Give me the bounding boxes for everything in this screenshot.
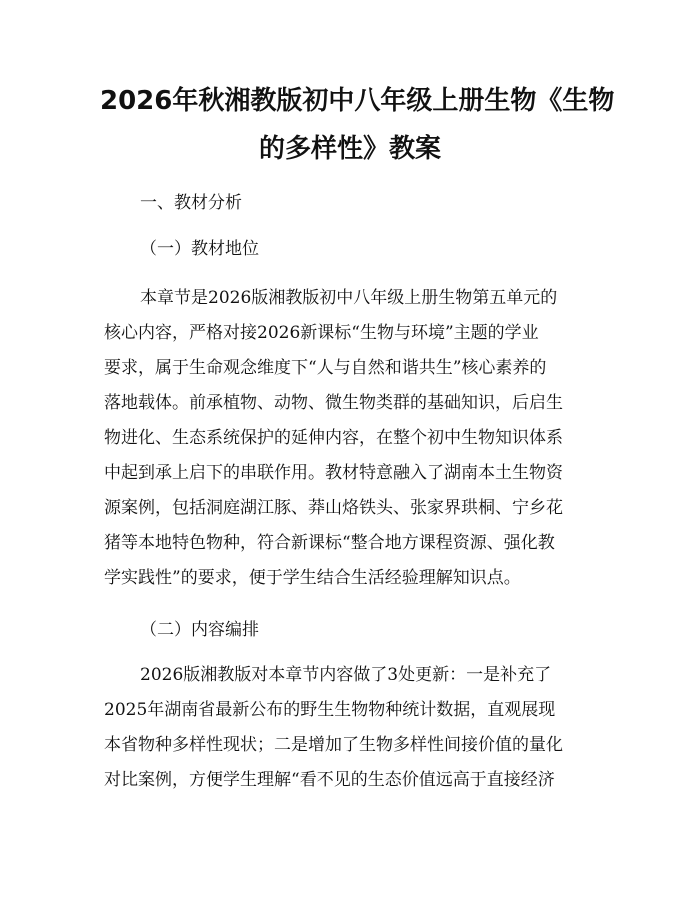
paragraph-line: 本省物种多样性现状；二是增加了生物多样性间接价值的量化 xyxy=(104,735,563,755)
paragraph-line: 学实践性”的要求，便于学生结合生活经验理解知识点。 xyxy=(104,568,521,588)
paragraph-line: 核心内容，严格对接2026新课标“生物与环境”主题的学业 xyxy=(104,323,539,343)
subsection-heading-textbook-position: （一）教材地位 xyxy=(140,239,259,259)
paragraph-line: 落地载体。前承植物、动物、微生物类群的基础知识，后启生 xyxy=(104,393,563,413)
paragraph-line: 2026版湘教版对本章节内容做了3处更新：一是补充了 xyxy=(140,665,552,685)
paragraph-line: 中起到承上启下的串联作用。教材特意融入了湖南本土生物资 xyxy=(104,463,563,483)
section-heading-textbook-analysis: 一、教材分析 xyxy=(140,193,242,213)
paragraph-line: 源案例，包括洞庭湖江豚、莽山烙铁头、张家界珙桐、宁乡花 xyxy=(104,498,563,518)
subsection-heading-content-arrangement: （二）内容编排 xyxy=(140,620,259,640)
paragraph-line: 要求，属于生命观念维度下“人与自然和谐共生”核心素养的 xyxy=(104,358,547,378)
paragraph-line: 猪等本地特色物种，符合新课标“整合地方课程资源、强化教 xyxy=(104,533,555,553)
paragraph-line: 2025年湖南省最新公布的野生生物物种统计数据，直观展现 xyxy=(104,700,556,720)
document-title-line-2: 的多样性》教案 xyxy=(258,134,441,164)
document-title-line-1: 2026年秋湘教版初中八年级上册生物《生物 xyxy=(100,86,615,116)
paragraph-line: 本章节是2026版湘教版初中八年级上册生物第五单元的 xyxy=(140,288,558,308)
paragraph-line: 对比案例，方便学生理解“看不见的生态价值远高于直接经济 xyxy=(104,770,555,790)
paragraph-line: 物进化、生态系统保护的延伸内容，在整个初中生物知识体系 xyxy=(104,428,563,448)
